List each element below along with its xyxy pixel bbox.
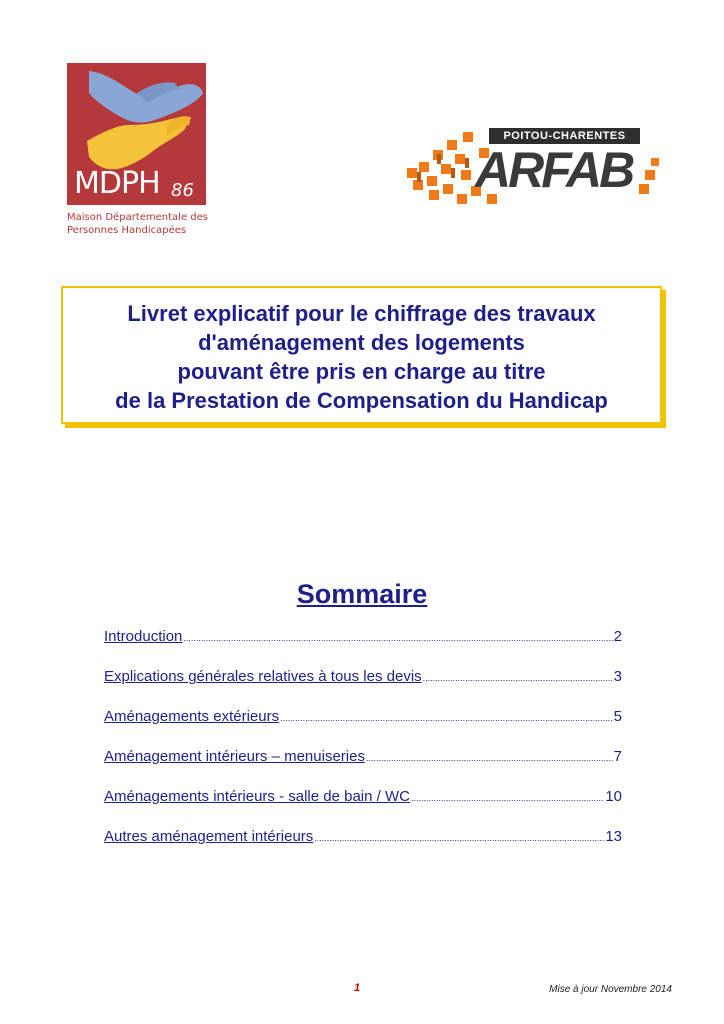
toc-link[interactable]: Aménagements extérieurs bbox=[104, 708, 280, 725]
mdph-logo bbox=[67, 63, 217, 241]
title-box bbox=[61, 286, 662, 424]
toc-dot-leader bbox=[280, 713, 613, 723]
toc-link[interactable]: Introduction bbox=[104, 628, 183, 645]
toc-dot-leader bbox=[366, 753, 613, 763]
sommaire-heading: Sommaire bbox=[296, 579, 428, 609]
toc-dot-leader bbox=[183, 633, 612, 643]
toc-entry-autres[interactable] bbox=[104, 828, 622, 868]
mdph-caption-line-2: Personnes Handicapées bbox=[67, 225, 187, 236]
toc-link[interactable]: Autres aménagement intérieurs bbox=[104, 828, 314, 845]
toc-page-number: 3 bbox=[613, 668, 622, 685]
toc-page-number: 13 bbox=[605, 828, 622, 845]
toc-page-number: 5 bbox=[613, 708, 622, 725]
arfab-logo bbox=[403, 128, 661, 208]
mdph-number: 86 bbox=[171, 180, 194, 201]
toc-link[interactable]: Aménagements intérieurs - salle de bain / WC bbox=[104, 788, 410, 805]
toc-dot-leader bbox=[423, 673, 613, 683]
title-line-1: Livret explicatif pour le chiffrage des travaux bbox=[127, 301, 596, 326]
toc-entry-menuiseries[interactable] bbox=[104, 748, 622, 788]
toc-page-number: 2 bbox=[613, 628, 622, 645]
arfab-wordmark: ARFAB bbox=[475, 142, 633, 198]
mdph-wordmark: MDPH bbox=[74, 166, 160, 201]
toc-link[interactable]: Explications générales relatives à tous les devis bbox=[104, 668, 422, 685]
toc-entry-introduction[interactable] bbox=[104, 628, 622, 668]
toc-dot-leader bbox=[314, 833, 604, 843]
table-of-contents bbox=[104, 628, 622, 868]
footer-page-number: 1 bbox=[354, 982, 361, 994]
toc-entry-exterieurs[interactable] bbox=[104, 708, 622, 748]
toc-entry-explications[interactable] bbox=[104, 668, 622, 708]
toc-page-number: 7 bbox=[613, 748, 622, 765]
toc-dot-leader bbox=[411, 793, 604, 803]
title-line-4: de la Prestation de Compensation du Handicap bbox=[115, 388, 608, 413]
title-line-2: d'aménagement des logements bbox=[198, 330, 525, 355]
toc-page-number: 10 bbox=[605, 788, 622, 805]
mdph-caption-line-1: Maison Départementale des bbox=[67, 212, 208, 223]
toc-link[interactable]: Aménagement intérieurs – menuiseries bbox=[104, 748, 365, 765]
mdph-caption bbox=[67, 211, 217, 237]
title-line-3: pouvant être pris en charge au titre bbox=[177, 359, 546, 384]
mdph-logo-mark bbox=[67, 63, 206, 205]
toc-entry-salle-de-bain[interactable] bbox=[104, 788, 622, 828]
footer-update-note: Mise à jour Novembre 2014 bbox=[549, 984, 672, 995]
arfab-banner: POITOU-CHARENTES bbox=[489, 128, 640, 144]
